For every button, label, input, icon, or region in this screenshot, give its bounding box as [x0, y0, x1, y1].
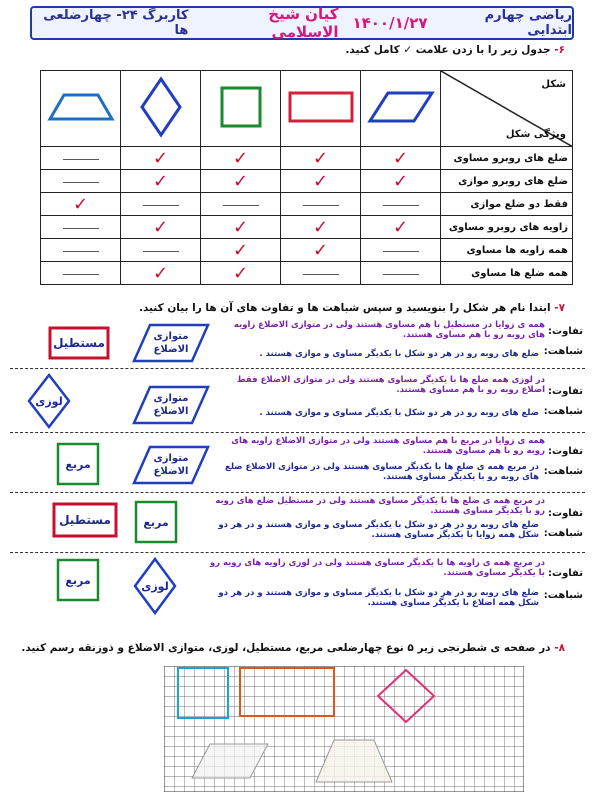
row-label: ضلع های روبرو مساوی [441, 147, 573, 170]
grid-paper [164, 666, 524, 792]
difference-label: تفاوت: [548, 568, 583, 579]
check-icon: ✓ [312, 239, 329, 261]
row-label: همه ضلع ها مساوی [441, 262, 573, 285]
dash-mark [63, 159, 99, 160]
shape-name-answer: مربع [65, 457, 91, 471]
difference-answer: در مربع همه ی زاویه ها با یکدیگر مساوی هستند ولی در لوزی زاویه های روبه رو با یکدیگر مساوی هستند. [209, 558, 545, 578]
table-row [41, 147, 573, 170]
difference-label: تفاوت: [548, 386, 583, 397]
table-cell-check [121, 170, 201, 193]
table-cell-check [281, 147, 361, 170]
parallelogram-shape [366, 87, 436, 127]
question-text: جدول زیر را با زدن علامت ✓ کامل کنید. [345, 44, 551, 56]
check-icon: ✓ [312, 147, 329, 169]
parallelogram-shape-cell [361, 71, 441, 147]
date-text: ۱۴۰۰/۱/۲۷ [352, 14, 428, 32]
table-cell-dash [361, 239, 441, 262]
rectangle-shape-cell [281, 71, 361, 147]
table-cell-check [201, 239, 281, 262]
subject-title: ریاضی چهارم ابتدایی [484, 8, 572, 38]
check-icon: ✓ [152, 216, 169, 238]
worksheet-title: کاربرگ ۲۴- چهارضلعی ها [43, 8, 189, 38]
question-8-prompt [21, 642, 565, 654]
check-icon: ✓ [392, 147, 409, 169]
table-cell-dash [361, 262, 441, 285]
similarity-answer: ضلع های روبه رو در هر دو شکل با یکدیگر مساوی و موازی هستند . [259, 349, 539, 359]
table-row [41, 262, 573, 285]
dash-mark [383, 205, 419, 206]
dashed-separator [10, 432, 585, 433]
square-shape [216, 82, 266, 132]
difference-answer: همه ی زوایا در مستطیل با هم مساوی هستند ولی در متوازی الاضلاع زاویه های روبه رو با هم مساوی هستند. [233, 320, 545, 340]
similarity-answer: ضلع های روبه رو در هر دو شکل با یکدیگر مساوی و موازی هستند و در هر دو شکل همه زوایا با یکدیگر مساوی هستند. [218, 520, 539, 540]
table-cell-dash [281, 193, 361, 216]
check-icon: ✓ [232, 262, 249, 284]
table-cell-check [361, 170, 441, 193]
properties-table [40, 70, 573, 285]
table-cell-dash [41, 239, 121, 262]
dash-mark [63, 274, 99, 275]
dashed-separator [10, 492, 585, 493]
dash-mark [223, 205, 259, 206]
trapezoid-shape [46, 87, 116, 127]
dash-mark [143, 205, 179, 206]
similarity-label: شباهت: [543, 406, 583, 417]
dash-mark [63, 228, 99, 229]
table-cell-check [281, 216, 361, 239]
question-number: ۶- [554, 44, 565, 56]
difference-answer: در مربع همه ی ضلع ها با یکدیگر مساوی هستند ولی در مستطیل ضلع های روبه رو با یکدیگر مساوی هستند. [215, 496, 545, 516]
similarity-label: شباهت: [543, 466, 583, 477]
table-cell-dash [41, 216, 121, 239]
corner-cell [441, 71, 573, 147]
similarity-label: شباهت: [543, 528, 583, 539]
dash-mark [143, 251, 179, 252]
check-icon: ✓ [232, 216, 249, 238]
check-icon: ✓ [392, 216, 409, 238]
question-text: در صفحه ی شطرنجی زیر ۵ نوع چهارضلعی مربع، مستطیل، لوزی، متوازی الاضلاع و ذوزنقه رسم کنید. [21, 642, 551, 654]
table-cell-check [121, 147, 201, 170]
similarity-label: شباهت: [543, 346, 583, 357]
check-icon: ✓ [312, 216, 329, 238]
question-text: ابتدا نام هر شکل را بنویسید و سپس شباهت ها و تفاوت های آن ها را بیان کنید. [138, 302, 551, 314]
row-label: ضلع های روبرو موازی [441, 170, 573, 193]
table-cell-check [41, 193, 121, 216]
table-cell-check [201, 170, 281, 193]
dash-mark [63, 182, 99, 183]
check-icon: ✓ [312, 170, 329, 192]
table-row [41, 193, 573, 216]
table-cell-dash [121, 193, 201, 216]
dash-mark [303, 205, 339, 206]
dashed-separator [10, 552, 585, 553]
table-cell-dash [361, 193, 441, 216]
check-icon: ✓ [72, 193, 89, 215]
shape-name-answer: لوزی [35, 394, 63, 408]
check-icon: ✓ [232, 170, 249, 192]
dash-mark [383, 274, 419, 275]
question-number: ۷- [554, 302, 565, 314]
rhombus-shape-cell [121, 71, 201, 147]
table-cell-dash [201, 193, 281, 216]
shapes-header-row [41, 71, 573, 147]
dash-mark [303, 274, 339, 275]
dash-mark [63, 251, 99, 252]
check-icon: ✓ [232, 147, 249, 169]
difference-label: تفاوت: [548, 326, 583, 337]
shape-name-answer: لوزی [141, 579, 169, 593]
shape-name-answer: مستطیل [59, 513, 111, 527]
table-cell-check [281, 170, 361, 193]
table-cell-dash [281, 262, 361, 285]
trapezoid-shape-cell [41, 71, 121, 147]
table-row [41, 170, 573, 193]
check-icon: ✓ [152, 147, 169, 169]
table-cell-check [361, 216, 441, 239]
square-shape-cell [201, 71, 281, 147]
row-label: همه زاویه ها مساوی [441, 239, 573, 262]
table-row [41, 216, 573, 239]
student-name: کیان شیخ الاسلامی [268, 5, 339, 41]
table-cell-check [201, 147, 281, 170]
shape-name-answer: مستطیل [53, 336, 105, 350]
question-number: ۸- [554, 642, 565, 654]
table-cell-dash [121, 239, 201, 262]
shape-name-answer: مربع [143, 515, 169, 529]
similarity-answer: ضلع های روبه رو در هر دو شکل با یکدیگر مساوی و موازی هستند . [259, 408, 539, 418]
similarity-answer: در مربع همه ی ضلع ها با یکدیگر مساوی هستند ولی در متوازی الاضلاع ضلع های روبه رو با یکدیگر مساوی هستند. [225, 462, 539, 482]
question-7-prompt [139, 302, 565, 314]
check-icon: ✓ [152, 170, 169, 192]
difference-label: تفاوت: [548, 446, 583, 457]
rectangle-shape [286, 87, 356, 127]
corner-top-label: شکل [541, 79, 566, 90]
table-cell-check [201, 216, 281, 239]
table-row [41, 239, 573, 262]
check-icon: ✓ [392, 170, 409, 192]
check-icon: ✓ [152, 262, 169, 284]
table-cell-check [281, 239, 361, 262]
rhombus-shape [136, 75, 186, 139]
shape-name-answer: متوازی الاضلاع [153, 393, 189, 417]
shape-name-answer: مربع [65, 573, 91, 587]
worksheet-header [30, 6, 574, 40]
dashed-separator [10, 368, 585, 369]
row-label: زاویه های روبرو مساوی [441, 216, 573, 239]
table-cell-dash [41, 262, 121, 285]
table-cell-dash [41, 147, 121, 170]
row-label: فقط دو ضلع موازی [441, 193, 573, 216]
table-cell-dash [41, 170, 121, 193]
table-cell-check [201, 262, 281, 285]
shape-name-answer: متوازی الاضلاع [153, 453, 189, 477]
table-cell-check [121, 216, 201, 239]
table-cell-check [361, 147, 441, 170]
similarity-answer: ضلع های روبه رو در هر دو شکل با یکدیگر مساوی و موازی هستند و در هر دو شکل همه اضلاع با یکدیگر مساوی هستند. [218, 588, 539, 608]
corner-bottom-label: ویژگی شکل [505, 129, 566, 140]
difference-answer: همه ی زوایا در مربع با هم مساوی هستند ولی در متوازی الاضلاع زاویه های روبه رو با هم مساوی هستند. [231, 436, 545, 456]
difference-label: تفاوت: [548, 508, 583, 519]
similarity-label: شباهت: [543, 590, 583, 601]
question-6-prompt [345, 44, 565, 56]
shape-name-answer: متوازی الاضلاع [153, 331, 189, 355]
dash-mark [383, 251, 419, 252]
table-cell-check [121, 262, 201, 285]
difference-answer: در لوزی همه ضلع ها با یکدیگر مساوی هستند ولی در متوازی الاضلاع فقط اضلاع روبه رو با هم مساوی هستند. [236, 375, 545, 395]
check-icon: ✓ [232, 239, 249, 261]
